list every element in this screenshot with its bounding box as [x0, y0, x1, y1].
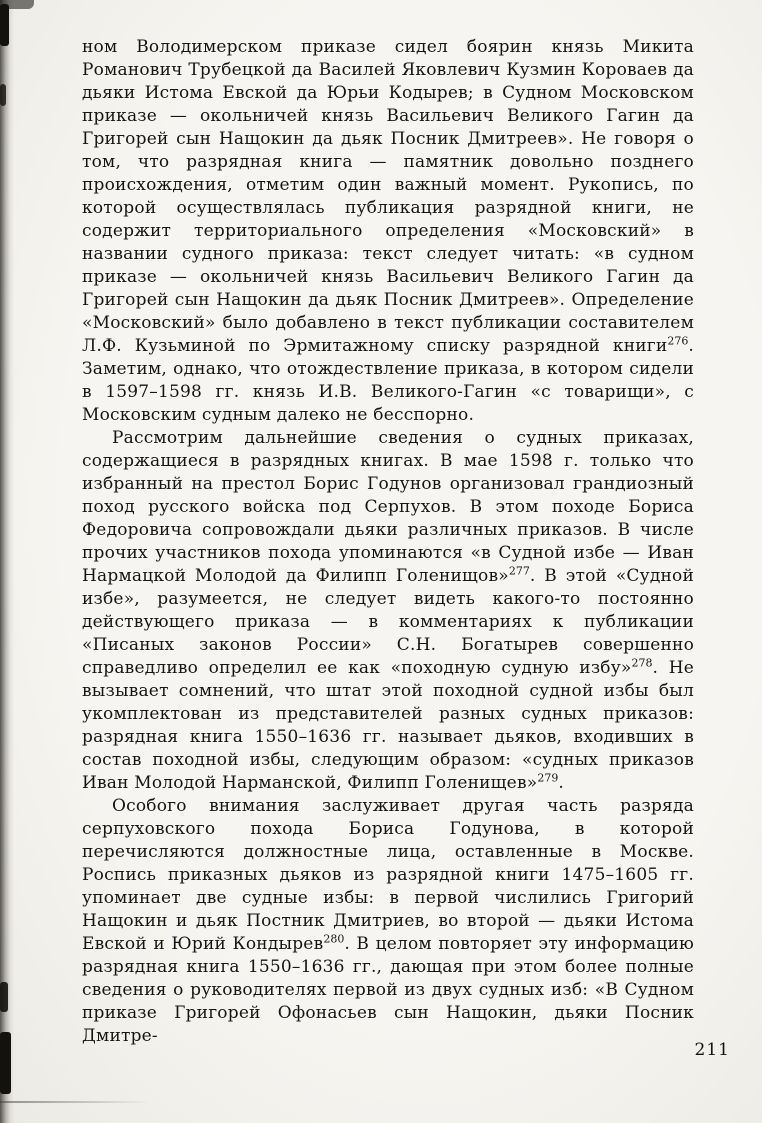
text-run: . В этой «Судной избе», разумеется, не следует видеть какого-то постоянно действующего приказа — в комментариях к публикации «Писаных законов России» С.Н. Богатырев совершенно справедливо определил ее как «походную судную избу» — [82, 566, 694, 678]
scan-blob — [0, 1032, 11, 1094]
scan-blob — [0, 4, 9, 46]
text-run: Особого внимания заслуживает другая часть разряда серпуховского похода Бориса Годунова, в которой перечисляются должностные лица, оставленные в Москве. Роспись приказных дьяков из разрядной книги 1475–1605 гг. упоминает две судные избы: в первой числились Григорий Нащокин и дьяк Постник Дмитриев, во второй — дьяки Истома Евской и Юрий Кондырев — [82, 796, 694, 954]
footnote-ref-279: 279 — [537, 771, 559, 785]
page-text — [82, 36, 694, 1048]
scan-blob — [0, 0, 34, 9]
paragraph-3 — [82, 795, 694, 1048]
text-run: . Заметим, однако, что отождествление приказа, в котором сидели в 1597–1598 гг. князь И.В. Великого-Гагин «с товарищи», с Московским судным далеко не бесспорно. — [82, 336, 694, 425]
text-run: . — [558, 773, 564, 793]
text-run: Рассмотрим дальнейшие сведения о судных приказах, содержащиеся в разрядных книгах. В мае 1598 г. только что избранный на престол Борис Годунов организовал грандиозный поход русского войска под Серпухов. В этом походе Бориса Федоровича сопровождали дьяки различных приказов. В числе прочих участников похода упоминаются «в Судной избе — Иван Нармацкой Молодой да Филипп Голенищов» — [82, 428, 694, 586]
scan-line-artifact — [0, 1101, 150, 1103]
page-number: 211 — [694, 1040, 730, 1060]
text-run: ном Володимерском приказе сидел боярин князь Микита Романович Трубецкой да Василей Яковлевич Кузмин Короваев да дьяки Истома Евской да Юрьи Кодырев; в Судном Московском приказе — окольничей князь Васильевич Великого Гагин да Григорей сын Нащокин да дьяк Посник Дмитреев». Не говоря о том, что разрядная книга — памятник довольно позднего происхождения, отметим один важный момент. Рукопись, по которой осуществлялась публикация разрядной книги, не содержит территориального определения «Московский» в названии судного приказа: текст следует читать: «в судном приказе — окольничей князь Васильевич Великого Гагин да Григорей сын Нащокин да дьяк Посник Дмитреев». Определение «Московский» было добавлено в текст публикации составителем Л.Ф. Кузьминой по Эрмитажному списку разрядной книги — [82, 37, 694, 356]
paragraph-2 — [82, 427, 694, 795]
text-run: . Не вызывает сомнений, что штат этой походной судной избы был укомплектован из представителей разных судных приказов: разрядная книга 1550–1636 гг. называет дьяков, входивших в состав походной избы, следующим образом: «судных приказов Иван Молодой Нарманской, Филипп Голенищев» — [82, 658, 694, 793]
footnote-ref-277: 277 — [508, 564, 530, 578]
footnote-ref-276: 276 — [667, 334, 689, 348]
scan-blob — [0, 84, 6, 106]
scan-edge-artifact — [0, 0, 14, 1123]
footnote-ref-278: 278 — [631, 656, 653, 670]
footnote-ref-280: 280 — [323, 932, 345, 946]
scan-blob — [0, 982, 8, 1012]
text-run: . В целом повторяет эту информацию разрядная книга 1550–1636 гг., дающая при этом более полные сведения о руководителях первой из двух судных изб: «В Судном приказе Григорей Офонасьев сын Нащокин, дьяки Посник Дмитре- — [82, 934, 694, 1046]
paragraph-continuation — [82, 36, 694, 427]
